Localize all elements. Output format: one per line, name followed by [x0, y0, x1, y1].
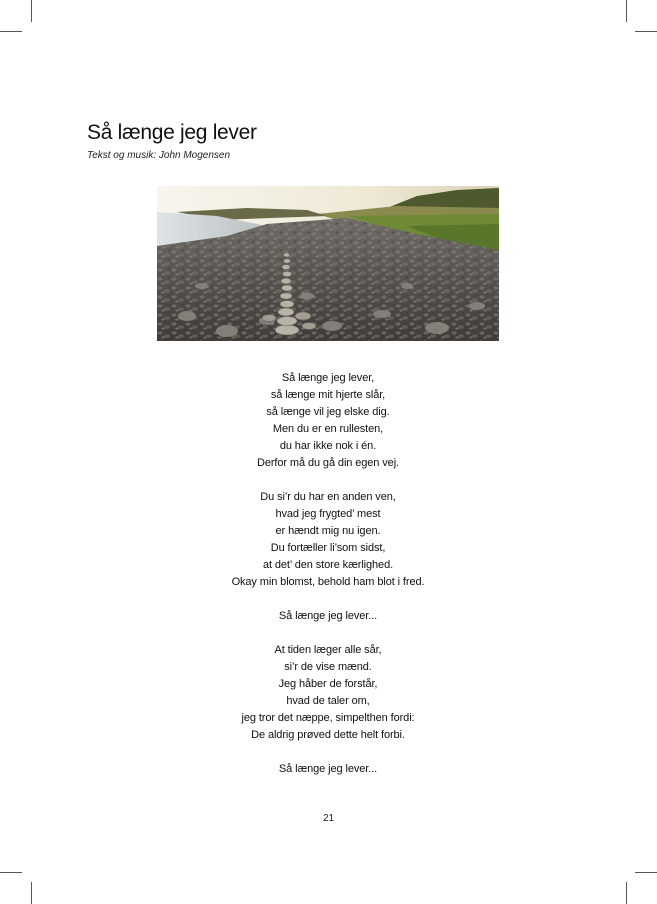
page-number: 21 [322, 813, 335, 824]
lyric-line: Så længe jeg lever, [281, 372, 375, 384]
crop-mark [635, 31, 657, 32]
lyric-line: hvad de taler om, [286, 695, 370, 707]
stanza [178, 489, 478, 591]
lyric-line: De aldrig prøved dette helt forbi. [251, 729, 405, 741]
lyric-line: jeg tror det næppe, simpelthen fordi: [241, 712, 415, 724]
lyric-line: Derfor må du gå din egen vej. [256, 457, 400, 469]
stanza [178, 642, 478, 744]
crop-mark [626, 0, 627, 22]
lyric-line: er hændt mig nu igen. [275, 525, 381, 537]
lyric-line: Du fortæller li’som sidst, [270, 542, 386, 554]
lyric-line: Så længe jeg lever... [278, 763, 378, 775]
lyric-line: At tiden læger alle sår, [274, 644, 382, 656]
lyric-line: så længe mit hjerte slår, [270, 389, 386, 401]
stanza [178, 370, 478, 472]
lyric-line: Men du er en rullesten, [272, 423, 384, 435]
refrain [178, 608, 478, 625]
crop-mark [0, 31, 22, 32]
lyric-line: hvad jeg frygted’ mest [275, 508, 381, 520]
lyric-line: så længe vil jeg elske dig. [266, 406, 390, 418]
lyric-line: Okay min blomst, behold ham blot i fred. [231, 576, 425, 588]
lyric-line: Jeg håber de forstår, [278, 678, 378, 690]
song-credit: Tekst og musik: John Mogensen [87, 150, 231, 161]
crop-mark [626, 882, 627, 904]
lyric-line: Du si’r du har en anden ven, [260, 491, 396, 503]
lyric-line: si’r de vise mænd. [284, 661, 372, 673]
refrain [178, 761, 478, 778]
lyrics [178, 370, 478, 795]
page-title: Så længe jeg lever [87, 121, 257, 144]
lyric-line: du har ikke nok i én. [279, 440, 377, 452]
lyric-line: at det’ den store kærlighed. [262, 559, 394, 571]
crop-mark [635, 872, 657, 873]
lyric-line: Så længe jeg lever... [278, 610, 378, 622]
crop-mark [31, 882, 32, 904]
crop-mark [31, 0, 32, 22]
crop-mark [0, 872, 22, 873]
beach-stone-cairn-photo [157, 186, 499, 341]
